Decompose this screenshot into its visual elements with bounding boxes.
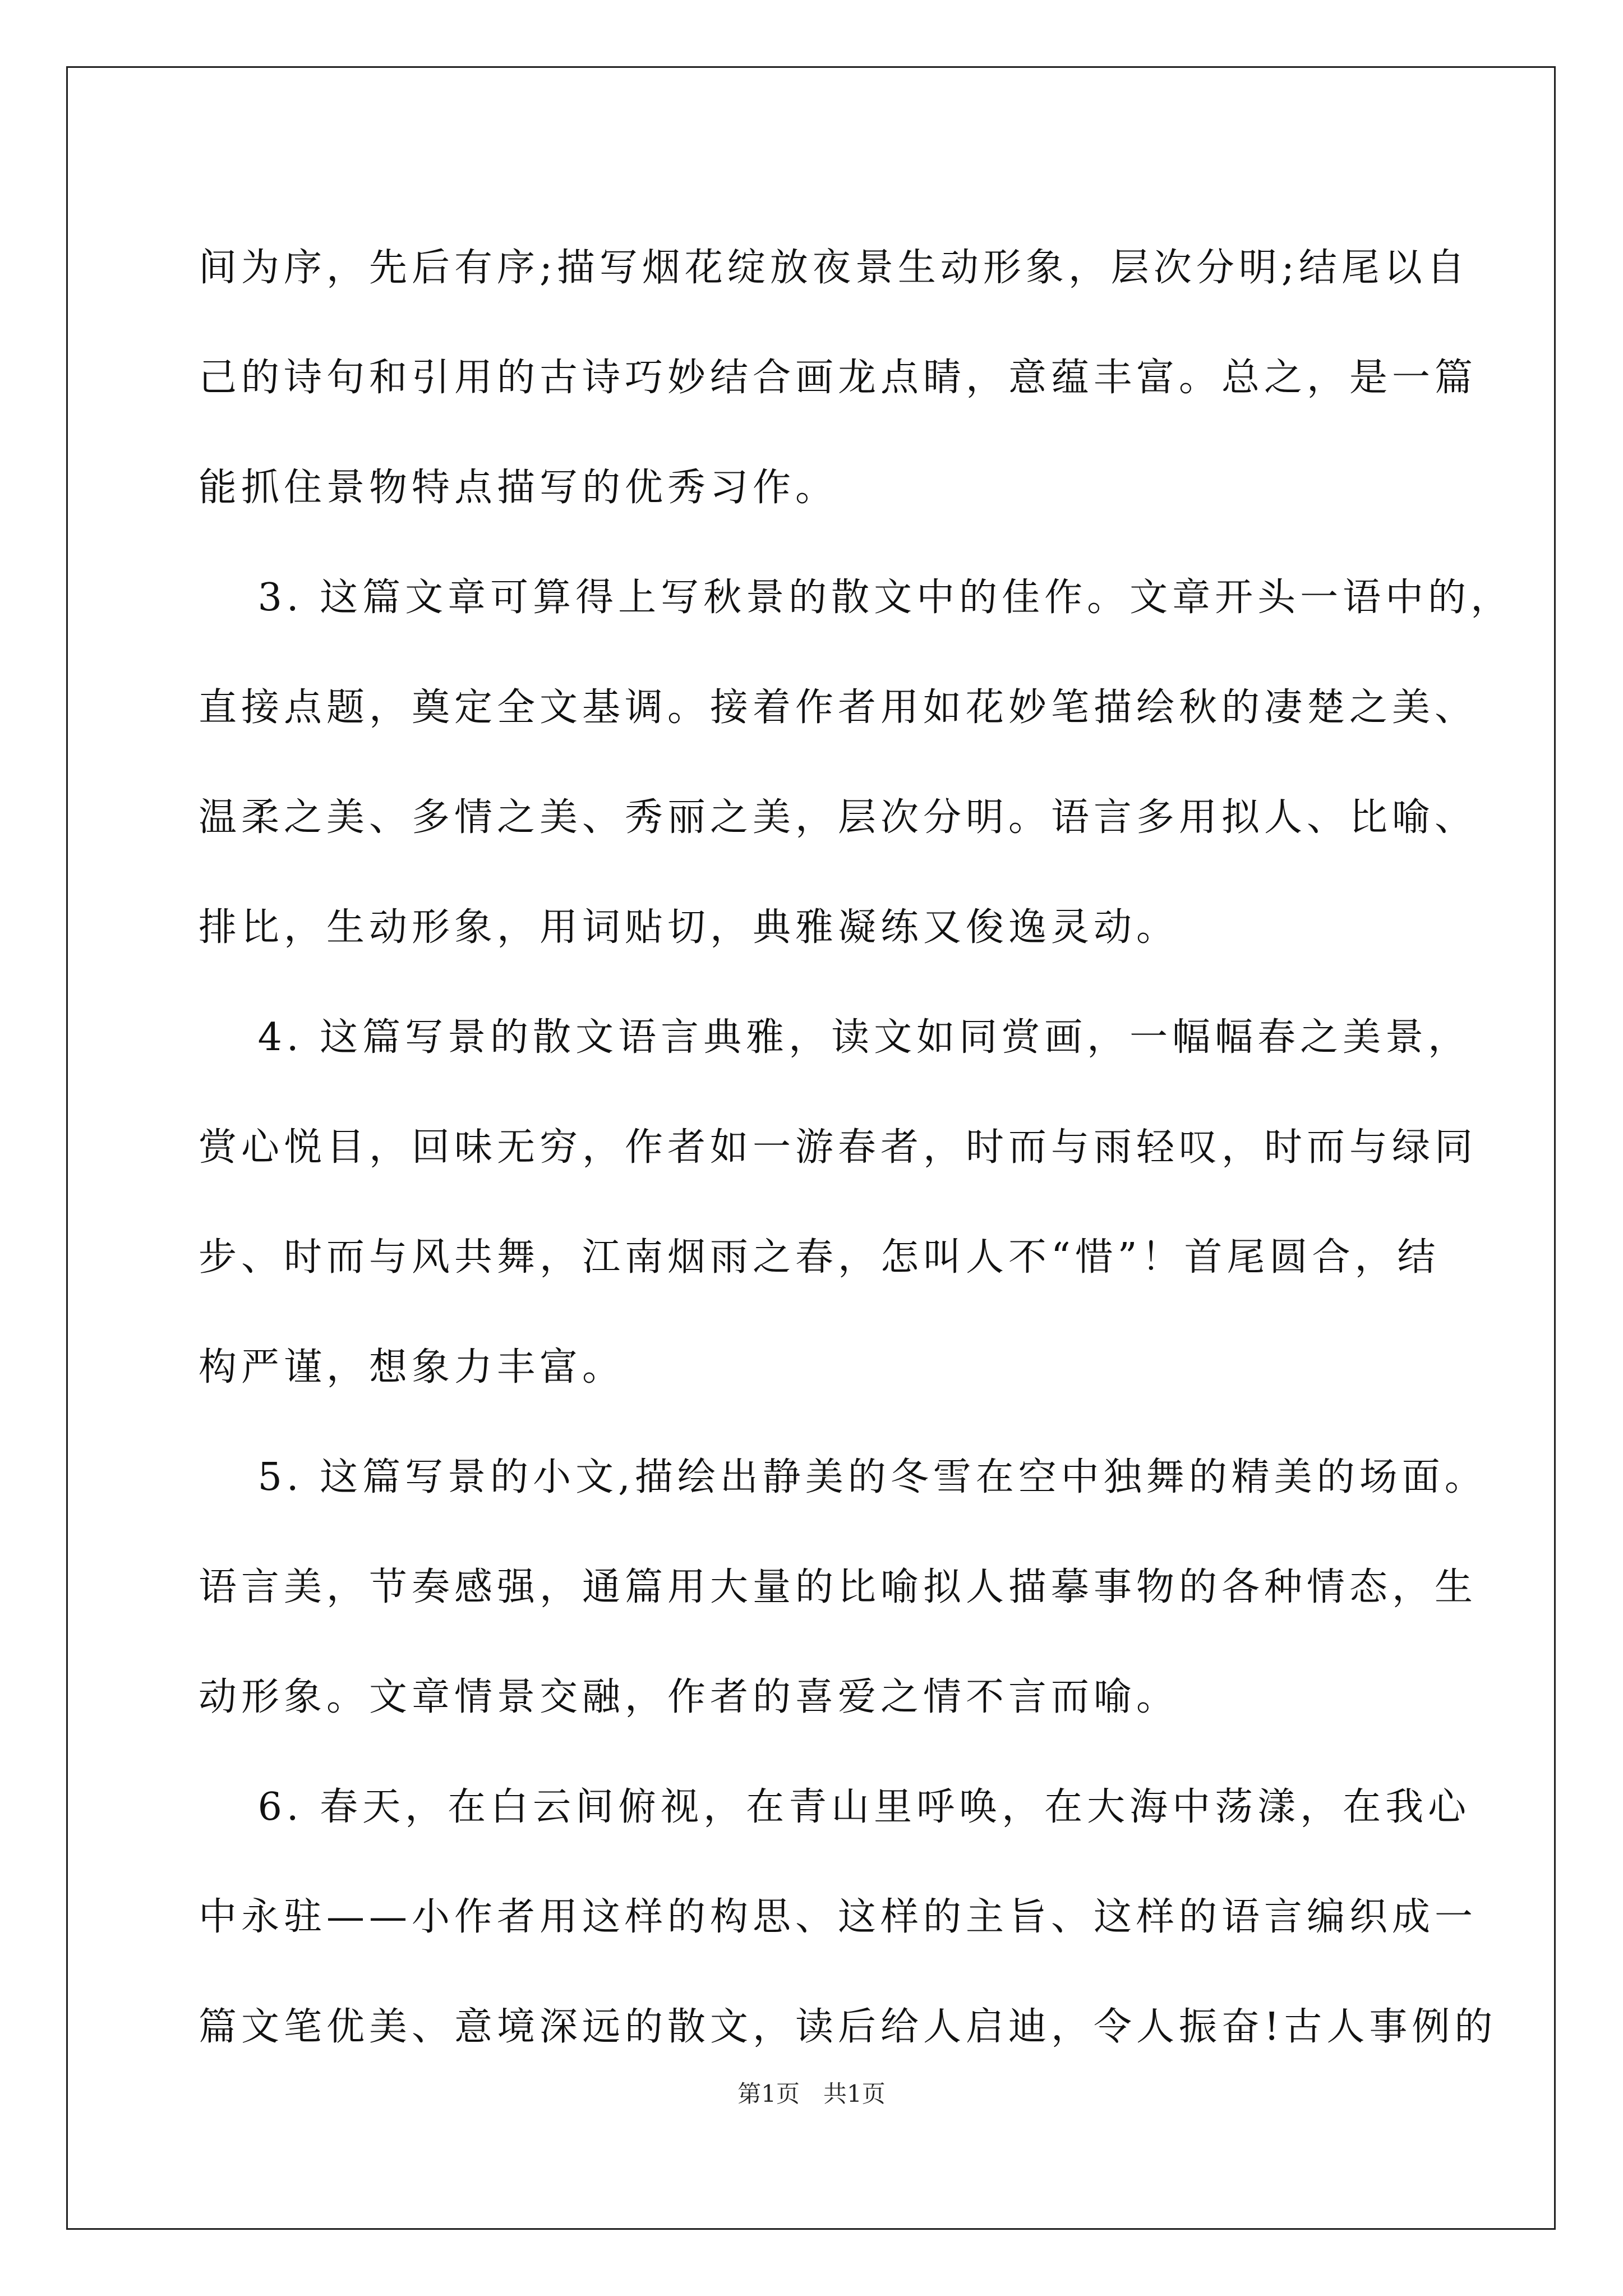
text-line: 温柔之美、多情之美、秀丽之美，层次分明。语言多用拟人、比喻、 — [199, 795, 1478, 840]
text-line: 中永驻——小作者用这样的构思、这样的主旨、这样的语言编织成一 — [199, 1895, 1478, 1939]
text-line: 篇文笔优美、意境深远的散文，读后给人启迪，令人振奋!古人事例的 — [199, 2005, 1497, 2049]
text-line: 构严谨，想象力丰富。 — [199, 1345, 625, 1389]
page-number: 第1页 共1页 — [737, 2080, 886, 2108]
text-line: 步、时而与风共舞，江南烟雨之春，怎叫人不“惜”！首尾圆合，结 — [199, 1235, 1440, 1280]
text-line: 赏心悦目，回味无穷，作者如一游春者，时而与雨轻叹，时而与绿同 — [199, 1125, 1478, 1170]
text-line: 动形象。文章情景交融，作者的喜爱之情不言而喻。 — [199, 1675, 1179, 1719]
text-line: 3. 这篇文章可算得上写秋景的散文中的佳作。文章开头一语中的， — [199, 576, 1514, 620]
text-line: 5. 这篇写景的小文,描绘出静美的冬雪在空中独舞的精美的场面。 — [199, 1455, 1487, 1499]
text-line: 语言美，节奏感强，通篇用大量的比喻拟人描摹事物的各种情态，生 — [199, 1565, 1478, 1609]
document-body — [199, 213, 1514, 2082]
text-line: 间为序，先后有序;描写烟花绽放夜景生动形象，层次分明;结尾以自 — [199, 246, 1469, 290]
text-line: 排比，生动形象，用词贴切，典雅凝练又俊逸灵动。 — [199, 905, 1179, 950]
text-line: 直接点题，奠定全文基调。接着作者用如花妙笔描绘秋的凄楚之美、 — [199, 685, 1478, 730]
text-line: 6. 春天，在白云间俯视，在青山里呼唤，在大海中荡漾，在我心 — [199, 1785, 1471, 1829]
text-line: 4. 这篇写景的散文语言典雅，读文如同赏画，一幅幅春之美景， — [199, 1015, 1471, 1060]
text-line: 己的诗句和引用的古诗巧妙结合画龙点睛，意蕴丰富。总之，是一篇 — [199, 356, 1478, 400]
text-line: 能抓住景物特点描写的优秀习作。 — [199, 466, 838, 510]
